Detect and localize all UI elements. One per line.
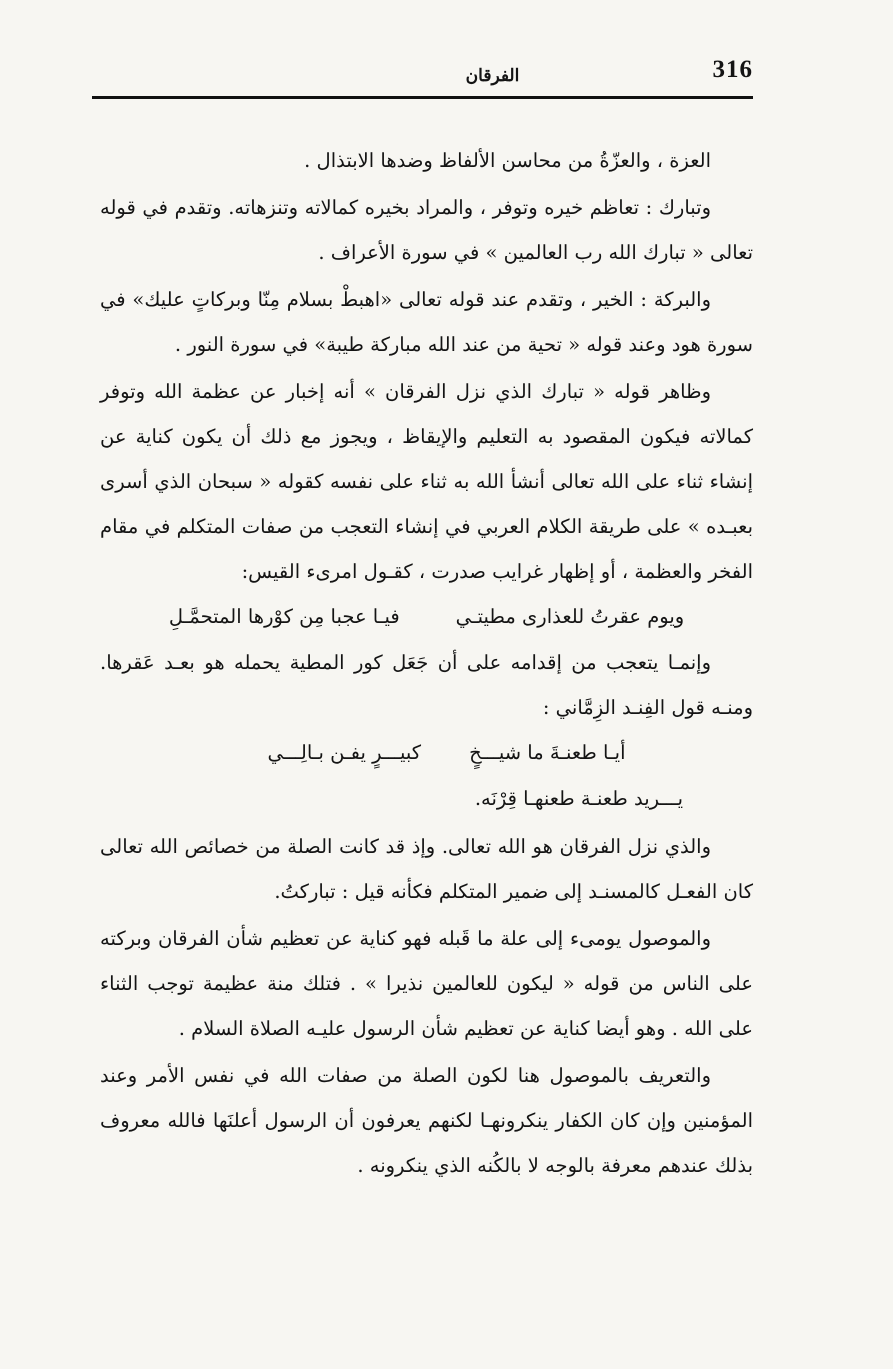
verse-1-first-hemistich: ويوم عقرتُ للعذارى مطيتـي [455,605,685,628]
paragraph-7: والتعريف بالموصول هنا لكون الصلة من صفات الله في نفس الأمر وعند المؤمنين وإن كان الكفار ينكرونهـا لكنهم يعرفون أن الرسول أعلنَها فالله معروف بذلك عندهم معرفة بالوجه لا بالكُنه الذي ينكرونه . [100,1064,753,1177]
verse-2-first-hemistich: أيـا طعنـةَ ما شيـــخٍ [469,741,626,764]
verse-2 [100,730,753,776]
paragraph-1: العزة ، والعزّةُ من محاسن الألفاظ وضدها الابتذال . [304,149,711,172]
page-body [100,138,753,1188]
page-number: 316 [712,56,753,83]
header-divider [92,96,753,99]
verse-2-explanation: يـــريد طعنـة طعنهـا قِرْنَه. [474,787,683,810]
verse-1-second-hemistich: فيـا عجبا مِن كوْرها المتحمَّـلِ [168,605,400,628]
verse-2-second-hemistich: كبيـــرٍ يفـن بـالِـــي [267,741,422,764]
paragraph-2: وتبارك : تعاظم خيره وتوفر ، والمراد بخيره كمالاته وتنزهاته. وتقدم في قوله تعالى « تبارك الله رب العالمين » في سورة الأعراف . [100,196,753,264]
verse-1 [100,594,753,640]
paragraph-3: والبركة : الخير ، وتقدم عند قوله تعالى «اهبطْ بسلام مِنّا وبركاتٍ عليك» في سورة هود وعند قوله « تحية من عند الله مباركة طيبة» في سورة النور . [100,288,753,356]
running-title: الفرقان [465,66,520,86]
paragraph-4: وظاهر قوله « تبارك الذي نزل الفرقان » أنه إخبار عن عظمة الله وتوفر كمالاته فيكون المقصود به التعليم والإيقاظ ، ويجوز مع ذلك أن يكون كناية عن إنشاء ثناء على الله تعالى أنشأ الله به ثناء على نفسه كقوله « سبحان الذي أسرى بعبـده » على طريقة الكلام العربي في إنشاء التعجب من صفات المتكلم في مقام الفخر والعظمة ، أو إظهار غرايب صدرت ، كقـول امرىء القيس: [100,380,753,583]
paragraph-5: والذي نزل الفرقان هو الله تعالى. وإذ قد كانت الصلة من خصائص الله تعالى كان الفعـل كالمسنـد إلى ضمير المتكلم فكأنه قيل : تباركتُ. [100,835,753,903]
page-header [92,52,753,98]
paragraph-6: والموصول يومىء إلى علة ما قَبله فهو كناية عن تعظيم شأن الفرقان وبركته على الناس من قوله « ليكون للعالمين نذيرا » . فتلك منة عظيمة توجب الثناء على الله . وهو أيضا كناية عن تعظيم شأن الرسول عليـه الصلاة السلام . [100,927,753,1040]
paragraph-after-verse-1: وإنمـا يتعجب من إقدامه على أن جَعَل كور المطية يحمله هو بعـد عَقرها. ومنـه قول الفِنـد الزِمَّاني : [100,651,753,719]
